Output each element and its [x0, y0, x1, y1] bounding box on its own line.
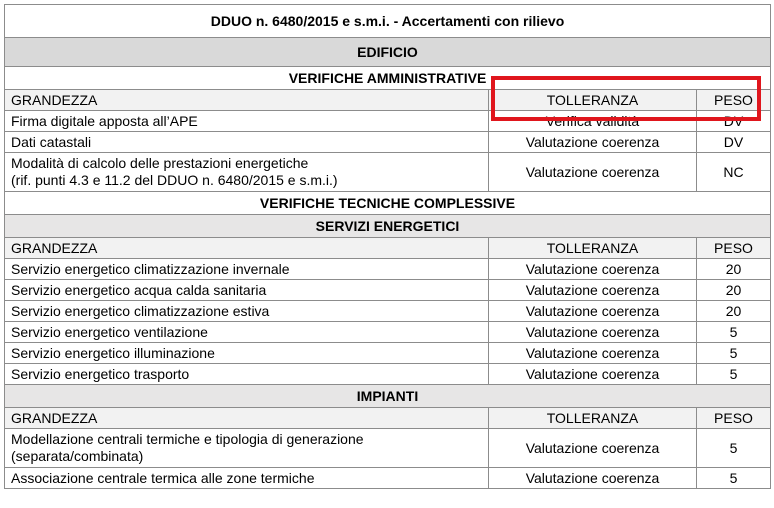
- service-row-name: Servizio energetico acqua calda sanitaria: [5, 280, 489, 301]
- service-row-weight: 5: [697, 364, 771, 385]
- system-row-weight: 5: [697, 468, 771, 489]
- header-tolerance: TOLLERANZA: [489, 90, 697, 111]
- admin-row-name-line2: (rif. punti 4.3 e 11.2 del DDUO n. 6480/2015 e s.m.i.): [11, 172, 338, 188]
- service-row-tolerance: Valutazione coerenza: [489, 322, 697, 343]
- system-row-name-line2: (separata/combinata): [11, 448, 144, 464]
- section-admin: VERIFICHE AMMINISTRATIVE: [5, 67, 771, 90]
- admin-row-name: Dati catastali: [5, 132, 489, 153]
- header-quantity: GRANDEZZA: [5, 90, 489, 111]
- assessment-table: [4, 4, 771, 489]
- admin-row-tolerance: Valutazione coerenza: [489, 132, 697, 153]
- section-tech: VERIFICHE TECNICHE COMPLESSIVE: [5, 192, 771, 215]
- header-quantity: GRANDEZZA: [5, 408, 489, 429]
- service-row-tolerance: Valutazione coerenza: [489, 259, 697, 280]
- service-row-name: Servizio energetico ventilazione: [5, 322, 489, 343]
- document-title: DDUO n. 6480/2015 e s.m.i. - Accertamenti con rilievo: [5, 5, 771, 38]
- system-row-weight: 5: [697, 429, 771, 468]
- service-row-name: Servizio energetico trasporto: [5, 364, 489, 385]
- admin-row-name: Firma digitale apposta all’APE: [5, 111, 489, 132]
- header-tolerance: TOLLERANZA: [489, 408, 697, 429]
- header-tolerance: TOLLERANZA: [489, 238, 697, 259]
- service-row-name: Servizio energetico climatizzazione invernale: [5, 259, 489, 280]
- service-row-name: Servizio energetico climatizzazione estiva: [5, 301, 489, 322]
- service-row-tolerance: Valutazione coerenza: [489, 301, 697, 322]
- service-row-tolerance: Valutazione coerenza: [489, 343, 697, 364]
- header-weight: PESO: [697, 90, 771, 111]
- section-systems: IMPIANTI: [5, 385, 771, 408]
- system-row-tolerance: Valutazione coerenza: [489, 429, 697, 468]
- admin-row-tolerance: Verifica validità: [489, 111, 697, 132]
- admin-row-weight: DV: [697, 132, 771, 153]
- system-row-name: [5, 429, 489, 468]
- service-row-weight: 20: [697, 259, 771, 280]
- service-row-weight: 20: [697, 301, 771, 322]
- system-row-name: Associazione centrale termica alle zone termiche: [5, 468, 489, 489]
- admin-row-name: [5, 153, 489, 192]
- header-weight: PESO: [697, 238, 771, 259]
- system-row-tolerance: Valutazione coerenza: [489, 468, 697, 489]
- admin-row-weight: DV: [697, 111, 771, 132]
- admin-row-tolerance: Valutazione coerenza: [489, 153, 697, 192]
- service-row-name: Servizio energetico illuminazione: [5, 343, 489, 364]
- section-services: SERVIZI ENERGETICI: [5, 215, 771, 238]
- header-quantity: GRANDEZZA: [5, 238, 489, 259]
- system-row-name-line1: Modellazione centrali termiche e tipologia di generazione: [11, 431, 364, 447]
- service-row-tolerance: Valutazione coerenza: [489, 364, 697, 385]
- service-row-weight: 20: [697, 280, 771, 301]
- building-heading: EDIFICIO: [5, 38, 771, 67]
- service-row-weight: 5: [697, 322, 771, 343]
- admin-row-name-line1: Modalità di calcolo delle prestazioni energetiche: [11, 155, 309, 171]
- admin-row-weight: NC: [697, 153, 771, 192]
- header-weight: PESO: [697, 408, 771, 429]
- service-row-tolerance: Valutazione coerenza: [489, 280, 697, 301]
- service-row-weight: 5: [697, 343, 771, 364]
